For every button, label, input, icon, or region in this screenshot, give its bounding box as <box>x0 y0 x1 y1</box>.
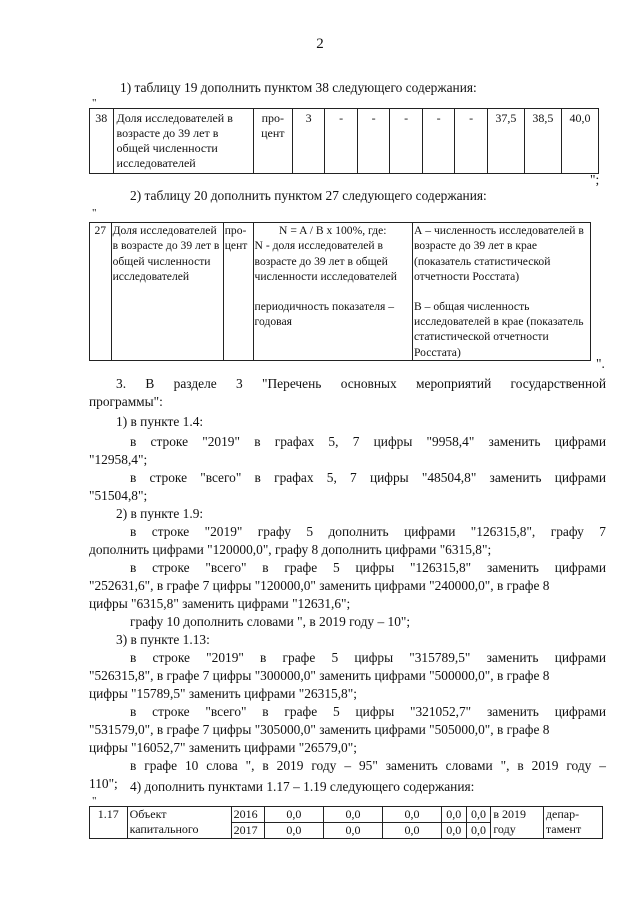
cell-value: - <box>325 109 358 174</box>
text-line: цифры "6315,8" заменить цифрами "12631,6"; <box>89 596 351 611</box>
cell-value: 0,0 <box>382 823 441 839</box>
item2-intro: 2) таблицу 20 дополнить пунктом 27 следующего содержания: <box>130 188 487 203</box>
text-line: в строке "2019" графу 5 дополнить цифрами "126315,8", графу 7 <box>130 524 606 539</box>
cell-object-name: Объект капитального <box>127 807 231 839</box>
formula: N = A / B x 100%, где: <box>279 224 387 237</box>
text-line: в строке "2019" в графе 5 цифры "315789,5" заменить цифрами <box>130 650 606 665</box>
cell-value: 0,0 <box>466 823 491 839</box>
cell-value: 0,0 <box>323 823 382 839</box>
cell-value: - <box>357 109 390 174</box>
close-quote: ". <box>596 356 605 371</box>
cell-unit: про-цент <box>223 223 253 361</box>
cell-value: 0,0 <box>382 807 441 823</box>
cell-year: 2016 <box>231 807 264 823</box>
cell-department: депар-тамент <box>543 807 602 839</box>
text-line: в строке "всего" в графе 5 цифры "321052,7" заменить цифрами <box>130 704 606 719</box>
cell-formula <box>253 223 412 361</box>
text-line: "51504,8"; <box>89 488 148 503</box>
periodicity: периодичность показателя – годовая <box>254 299 395 329</box>
cell-value: 0,0 <box>466 807 491 823</box>
cell-num: 38 <box>90 109 114 174</box>
b-definition: В – общая численность исследователей в крае (показатель статистической отчетности Росстата) <box>414 299 584 359</box>
cell-indicator-name: Доля исследователей в возрасте до 39 лет в общей численности исследователей <box>113 109 253 174</box>
table-row <box>90 109 599 174</box>
table-row <box>90 223 591 361</box>
section3-heading-cont: программы": <box>89 394 163 409</box>
cell-value: - <box>455 109 488 174</box>
text-line: "526315,8", в графе 7 цифры "300000,0" заменить цифрами "500000,0", в графе 8 <box>89 668 550 683</box>
text-line: "531579,0", в графе 7 цифры "305000,0" заменить цифрами "505000,0", в графе 8 <box>89 722 550 737</box>
text-line: "12958,4"; <box>89 452 148 467</box>
point-1-13: 3) в пункте 1.13: <box>116 632 210 647</box>
cell-value: 37,5 <box>487 109 524 174</box>
table-19-row-38 <box>89 108 599 174</box>
page-number: 2 <box>316 36 324 52</box>
open-quote: " <box>92 795 97 807</box>
cell-indicator-name: Доля исследователей в возрасте до 39 лет в общей численности исследователей <box>111 223 223 361</box>
text-line: дополнить цифрами "120000,0", графу 8 дополнить цифрами "6315,8"; <box>89 542 492 557</box>
text-line: цифры "15789,5" заменить цифрами "26315,8"; <box>89 686 357 701</box>
text-line: в графе 10 слова ", в 2019 году – 95" заменить словами ", в 2019 году – <box>130 758 606 773</box>
cell-value: 38,5 <box>524 109 561 174</box>
cell-value: 40,0 <box>561 109 598 174</box>
cell-num: 1.17 <box>90 807 128 839</box>
item1-intro: 1) таблицу 19 дополнить пунктом 38 следующего содержания: <box>120 80 477 95</box>
text-line: в строке "2019" в графах 5, 7 цифры "9958,4" заменить цифрами <box>130 434 606 449</box>
text-line: в строке "всего" в графе 5 цифры "126315,8" заменить цифрами <box>130 560 606 575</box>
cell-num: 27 <box>90 223 112 361</box>
cell-value: - <box>422 109 455 174</box>
table-row <box>90 807 603 823</box>
cell-value: 3 <box>292 109 325 174</box>
cell-unit: про-цент <box>253 109 292 174</box>
cell-value: 0,0 <box>264 823 323 839</box>
cell-term: в 2019 году <box>491 807 544 839</box>
point-1-9: 2) в пункте 1.9: <box>116 506 204 521</box>
open-quote: " <box>92 97 97 109</box>
text-line: 110"; <box>89 776 118 791</box>
cell-value: 0,0 <box>264 807 323 823</box>
text-line: цифры "16052,7" заменить цифрами "26579,0"; <box>89 740 357 755</box>
cell-value: - <box>390 109 423 174</box>
cell-year: 2017 <box>231 823 264 839</box>
cell-value: 0,0 <box>441 807 466 823</box>
cell-components <box>413 223 591 361</box>
n-definition: N - доля исследователей в возрасте до 39 лет в общей численности исследователей <box>254 239 397 284</box>
text-line: в строке "всего" в графах 5, 7 цифры "48504,8" заменить цифрами <box>130 470 606 485</box>
point-1-4: 1) в пункте 1.4: <box>116 414 204 429</box>
cell-value: 0,0 <box>323 807 382 823</box>
section3-heading: 3. В разделе 3 "Перечень основных мероприятий государственной <box>116 376 606 391</box>
point-4-intro: 4) дополнить пунктами 1.17 – 1.19 следующего содержания: <box>130 779 475 794</box>
text-line: "252631,6", в графе 7 цифры "120000,0" заменить цифрами "240000,0", в графе 8 <box>89 578 550 593</box>
a-definition: А – численность исследователей в возрасте до 39 лет в крае (показатель статистической отчетности Росстата) <box>414 224 584 284</box>
close-quote: "; <box>590 172 600 187</box>
text-line: графу 10 дополнить словами ", в 2019 году – 10"; <box>130 614 411 629</box>
open-quote: " <box>92 207 97 219</box>
table-points-1-17 <box>89 806 603 839</box>
table-20-row-27 <box>89 222 591 361</box>
cell-value: 0,0 <box>441 823 466 839</box>
